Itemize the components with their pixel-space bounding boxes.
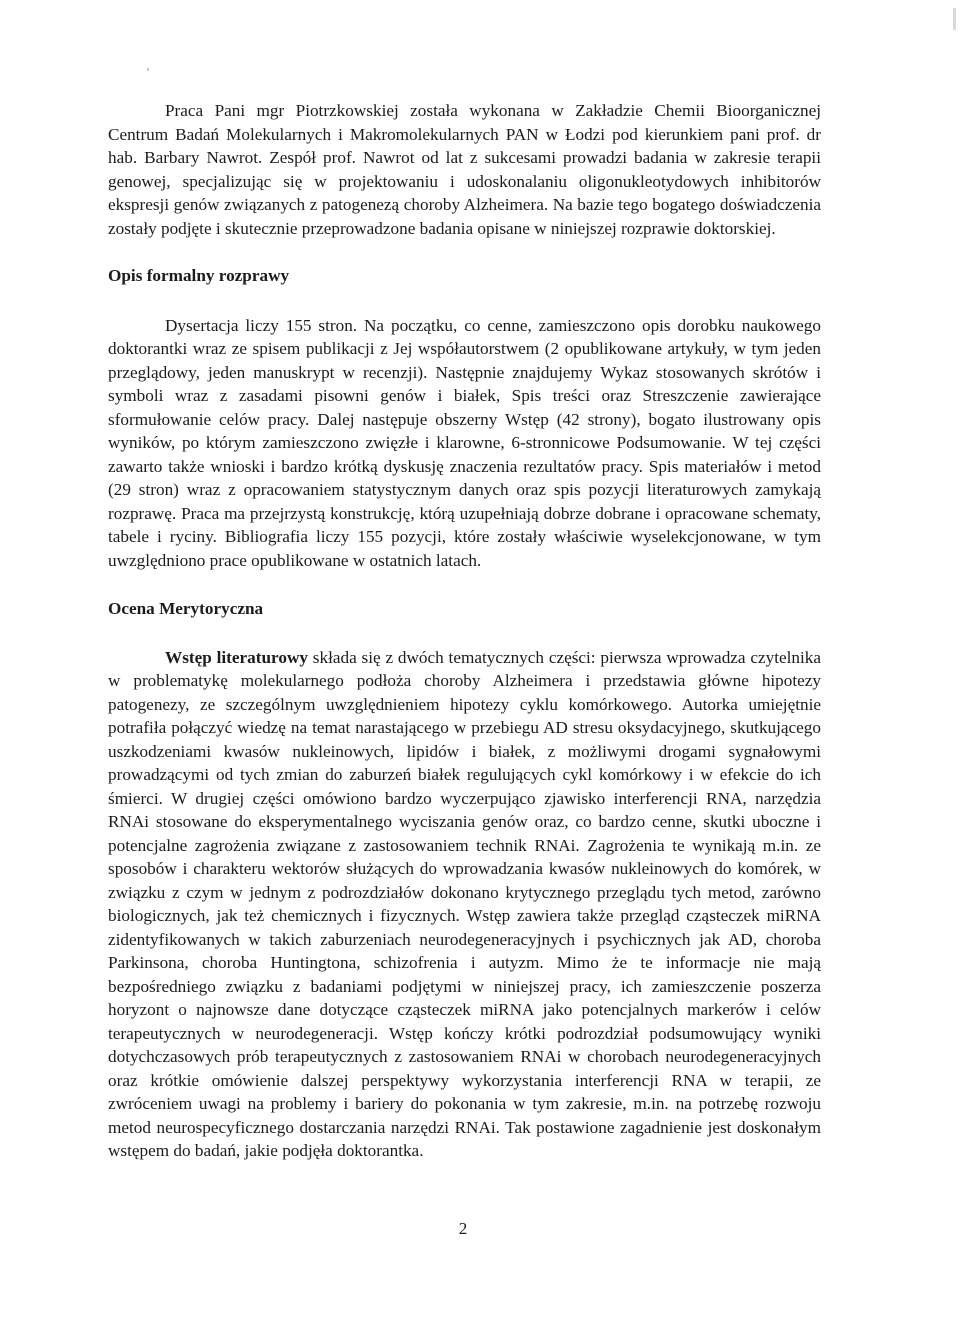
scan-speck	[147, 68, 149, 71]
substantive-assessment-paragraph	[108, 646, 821, 1163]
scan-edge-mark	[953, 8, 956, 30]
page-number: 2	[458, 1219, 468, 1238]
intro-paragraph: Praca Pani mgr Piotrzkowskiej została wykonana w Zakładzie Chemii Bioorganicznej Centrum Badań Molekularnych i Makromolekularnych PAN w Łodzi pod kierunkiem pani prof. dr hab. Barbary Nawrot. Zespół prof. Nawrot od lat z sukcesami prowadzi badania w zakresie terapii genowej, specjalizując się w projektowaniu i udoskonalaniu oligonukleotydowych inhibitorów ekspresji genów związanych z patogenezą choroby Alzheimera. Na bazie tego bogatego doświadczenia zostały podjęte i skutecznie przeprowadzone badania opisane w niniejszej rozprawie doktorskiej.	[108, 101, 821, 238]
literature-review-text: składa się z dwóch tematycznych części: pierwsza wprowadza czytelnika w problematykę molekularnego podłoża choroby Alzheimera i przedstawia główne hipotezy patogenezy, ze szczególnym uwzględnieniem hipotezy cyklu komórkowego. Autorka umiejętnie potrafiła połączyć wiedzę na temat narastającego w przebiegu AD stresu oksydacyjnego, skutkującego uszkodzeniami kwasów nukleinowych, lipidów i białek, z możliwymi drogami sygnałowymi prowadzącymi od tych zmian do zaburzeń białek regulujących cykl komórkowy i w efekcie do ich śmierci. W drugiej części omówiono bardzo wyczerpująco zjawisko interferencji RNA, narzędzia RNAi stosowane do eksperymentalnego wyciszania genów oraz, co bardzo cenne, skutki uboczne i potencjalne zagrożenia związane z zastosowaniem technik RNAi. Zagrożenia te wynikają m.in. ze sposobów i charakteru wektorów służących do wprowadzania kwasów nukleinowych do komórek, w związku z czym w jednym z podrozdziałów dokonano krytycznego przeglądu tych metod, zarówno biologicznych, jak też chemicznych i fizycznych. Wstęp zawiera także przegląd cząsteczek miRNA zidentyfikowanych w takich zaburzeniach neurodegeneracyjnych i psychicznych jak AD, choroba Parkinsona, choroba Huntingtona, schizofrenia i autyzm. Mimo że te informacje nie mają bezpośredniego związku z badaniami podjętymi w niniejszej pracy, ich zamieszczenie poszerza horyzont o najnowsze dane dotyczące cząsteczek miRNA jako potencjalnych markerów i celów terapeutycznych w neurodegeneracji. Wstęp kończy krótki podrozdział podsumowujący wyniki dotychczasowych prób terapeutycznych z zastosowaniem RNAi w chorobach neurodegeneracyjnych oraz krótkie omówienie dalszej perspektywy wykorzystania interferencji RNA w terapii, ze zwróceniem uwagi na problemy i bariery do pokonania w tym zakresie, m.in. na potrzebę rozwoju metod neurospecyficznego dostarczania narzędzi RNAi. Tak postawione zagadnienie jest doskonałym wstępem do badań, jakie podjęła doktorantka.	[108, 647, 821, 1160]
section-heading-formal-description: Opis formalny rozprawy	[108, 266, 290, 285]
document-body	[108, 99, 821, 1163]
formal-description-paragraph: Dysertacja liczy 155 stron. Na początku, co cenne, zamieszczono opis dorobku naukowego doktorantki wraz ze spisem publikacji z Jej współautorstwem (2 opublikowane artykuły, w tym jeden przeglądowy, jeden manuskrypt w recenzji). Następnie znajdujemy Wykaz stosowanych skrótów i symboli wraz z zasadami pisowni genów i białek, Spis treści oraz Streszczenie zawierające sformułowanie celów pracy. Dalej następuje obszerny Wstęp (42 strony), bogato ilustrowany opis wyników, po którym zamieszczono zwięzłe i klarowne, 6-stronnicowe Podsumowanie. W tej części zawarto także wnioski i bardzo krótką dyskusję znaczenia rezultatów pracy. Spis materiałów i metod (29 stron) wraz z opracowaniem statystycznym danych oraz spis pozycji literaturowych zamykają rozprawę. Praca ma przejrzystą konstrukcję, którą uzupełniają dobrze dobrane i opracowane schematy, tabele i ryciny. Bibliografia liczy 155 pozycji, które zostały właściwie wyselekcjonowane, w tym uwzględniono prace opublikowane w ostatnich latach.	[108, 315, 821, 570]
section-heading-substantive-assessment: Ocena Merytoryczna	[108, 599, 264, 618]
literature-review-lead: Wstęp literaturowy	[165, 647, 308, 667]
